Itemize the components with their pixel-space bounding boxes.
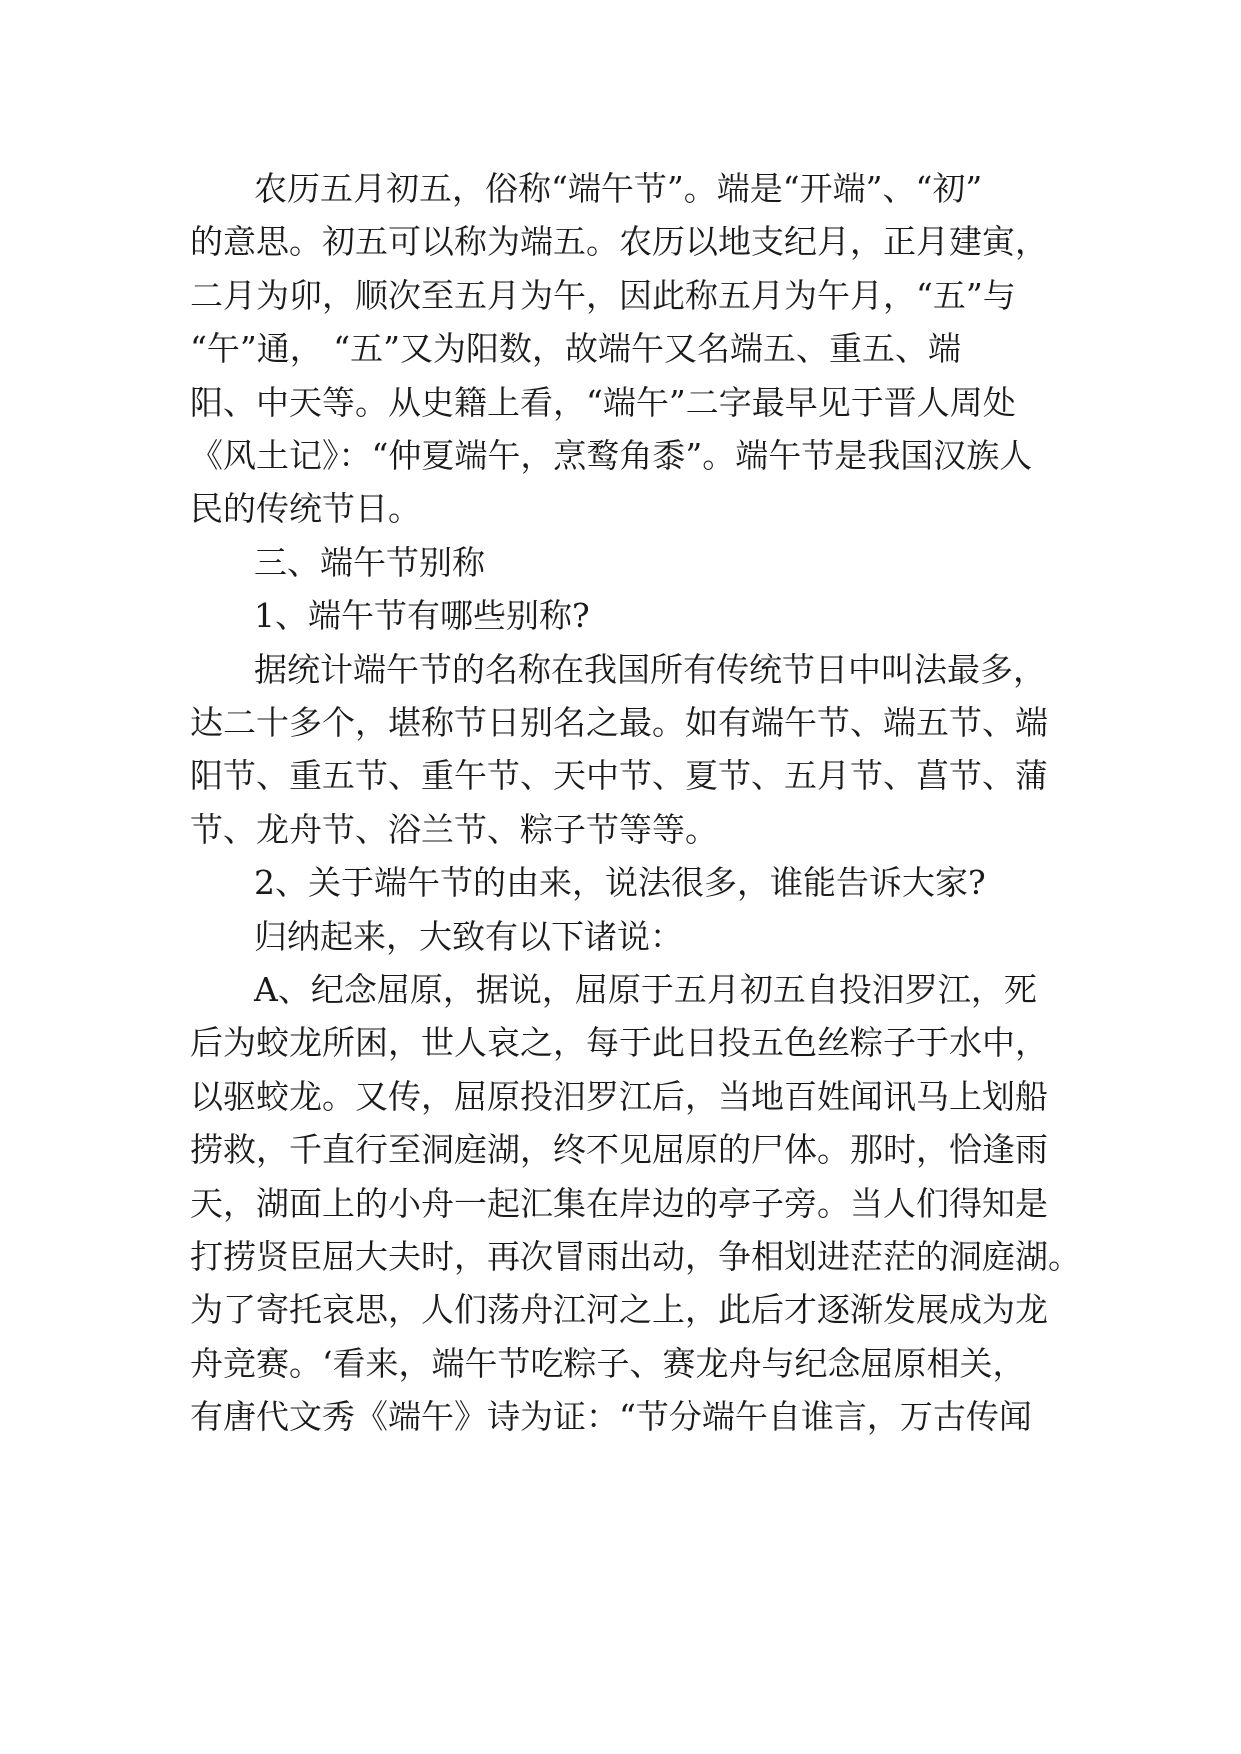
text-line: 阳、中天等。从史籍上看，“端午”二字最早见于晋人周处 (190, 383, 1016, 422)
text-line: 农历五月初五，俗称“端午节”。端是“开端”、“初” (254, 169, 983, 208)
section-heading: 三、端午节别称 (254, 543, 485, 582)
text-line: 舟竞赛。‘看来，端午节吃粽子、赛龙舟与纪念屈原相关， (190, 1344, 1026, 1383)
text-line: 归纳起来，大致有以下诸说： (254, 917, 683, 956)
text-line: 阳节、重五节、重午节、天中节、夏节、五月节、菖节、蒲 (190, 756, 1048, 795)
text-line: 据统计端午节的名称在我国所有传统节日中叫法最多， (254, 650, 1046, 689)
text-line: 为了寄托哀思，人们荡舟江河之上，此后才逐渐发展成为龙 (190, 1290, 1048, 1329)
text-line: 后为蛟龙所困，世人哀之，每于此日投五色丝粽子于水中， (190, 1023, 1048, 1062)
text-line: 捞救，千直行至洞庭湖，终不见屈原的尸体。那时，恰逢雨 (190, 1130, 1048, 1169)
question-heading: 2、关于端午节的由来，说法很多，谁能告诉大家? (254, 863, 986, 902)
text-line: 民的传统节日。 (190, 489, 421, 528)
text-line: 《风土记》：“仲夏端午，烹鹜角黍”。端午节是我国汉族人 (190, 436, 1033, 475)
text-line: 天，湖面上的小舟一起汇集在岸边的亭子旁。当人们得知是 (190, 1184, 1048, 1223)
question-heading: 1、端午节有哪些别称? (254, 596, 590, 635)
text-line: 打捞贤臣屈大夫时，再次冒雨出动，争相划进茫茫的洞庭湖。 (190, 1237, 1081, 1276)
text-line: 有唐代文秀《端午》诗为证：“节分端午自谁言，万古传闻 (190, 1397, 1032, 1436)
text-line: 节、龙舟节、浴兰节、粽子节等等。 (190, 810, 718, 849)
text-line: 的意思。初五可以称为端五。农历以地支纪月，正月建寅， (190, 222, 1048, 261)
text-line: “午”通， “五”又为阳数，故端午又名端五、重五、端 (190, 329, 961, 368)
text-line: A、纪念屈原，据说，屈原于五月初五自投汨罗江，死 (254, 970, 1037, 1009)
text-line: 二月为卯，顺次至五月为午，因此称五月为午月，“五”与 (190, 276, 1016, 315)
text-line: 以驱蛟龙。又传，屈原投汨罗江后，当地百姓闻讯马上划船 (190, 1077, 1048, 1116)
text-line: 达二十多个，堪称节日别名之最。如有端午节、端五节、端 (190, 703, 1048, 742)
